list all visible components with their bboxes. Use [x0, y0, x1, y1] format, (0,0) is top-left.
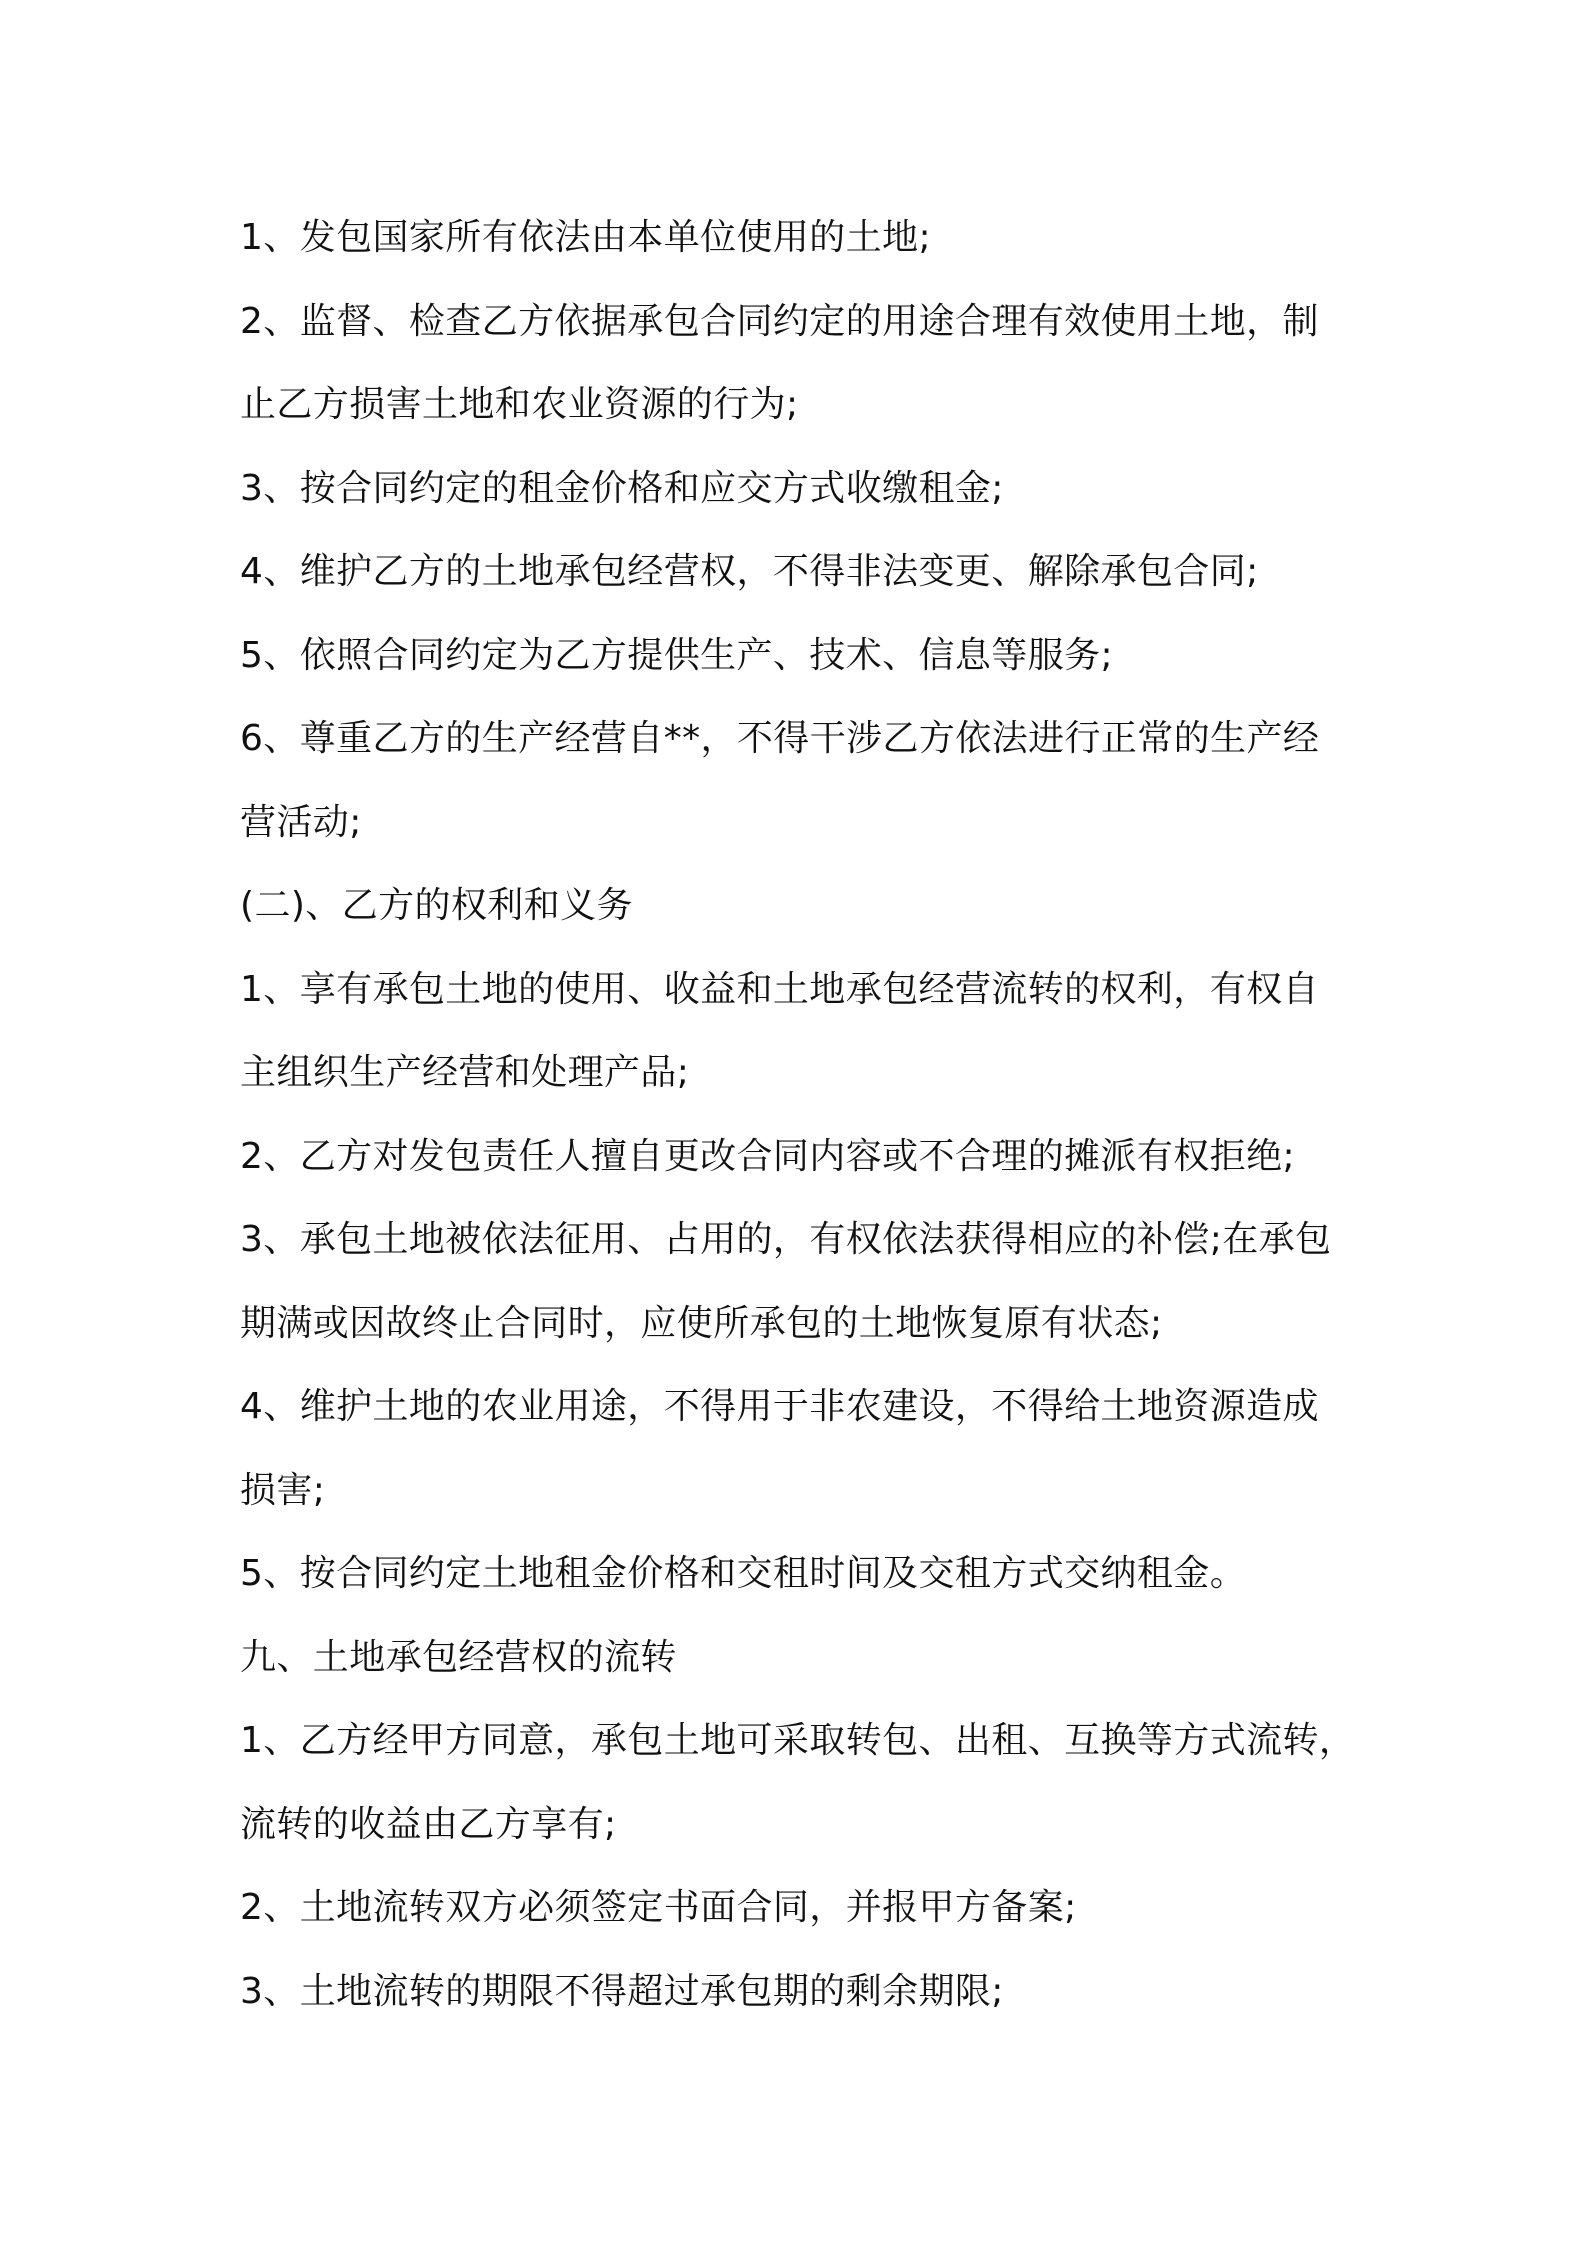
text-line: 2、乙方对发包责任人擅自更改合同内容或不合理的摊派有权拒绝; — [240, 1135, 1296, 1177]
text-line: 6、尊重乙方的生产经营自**，不得干涉乙方依法进行正常的生产经 — [240, 718, 1320, 759]
section-heading: (二)、乙方的权利和义务 — [240, 885, 633, 926]
text-line: 主组织生产经营和处理产品; — [240, 1052, 690, 1093]
text-line: 1、发包国家所有依法由本单位使用的土地; — [240, 217, 932, 258]
text-line: 5、依照合同约定为乙方提供生产、技术、信息等服务; — [240, 634, 1114, 676]
text-line: 3、按合同约定的租金价格和应交方式收缴租金; — [240, 467, 1004, 509]
text-line: 2、土地流转双方必须签定书面合同，并报甲方备案; — [240, 1887, 1077, 1928]
text-line: 期满或因故终止合同时，应使所承包的土地恢复原有状态; — [240, 1302, 1163, 1344]
text-line: 2、监督、检查乙方依据承包合同约定的用途合理有效使用土地，制 — [240, 300, 1319, 342]
section-heading: 九、土地承包经营权的流转 — [240, 1636, 677, 1678]
text-line: 4、维护乙方的土地承包经营权，不得非法变更、解除承包合同; — [240, 551, 1259, 592]
text-line: 流转的收益由乙方享有; — [240, 1803, 617, 1845]
text-line: 4、维护土地的农业用途，不得用于非农建设，不得给土地资源造成 — [240, 1386, 1319, 1427]
text-line: 3、土地流转的期限不得超过承包期的剩余期限; — [240, 1970, 1004, 2012]
text-line: 1、享有承包土地的使用、收益和土地承包经营流转的权利，有权自 — [240, 968, 1319, 1010]
document-body — [240, 196, 1360, 2033]
text-line: 5、按合同约定土地租金价格和交租时间及交租方式交纳租金。 — [240, 1553, 1247, 1594]
text-line: 营活动; — [240, 801, 362, 843]
text-line: 损害; — [240, 1469, 326, 1511]
text-line: 3、承包土地被依法征用、占用的，有权依法获得相应的补偿;在承包 — [240, 1219, 1332, 1260]
text-line: 1、乙方经甲方同意，承包土地可采取转包、出租、互换等方式流转， — [240, 1720, 1356, 1761]
text-line: 止乙方损害土地和农业资源的行为; — [240, 384, 799, 425]
